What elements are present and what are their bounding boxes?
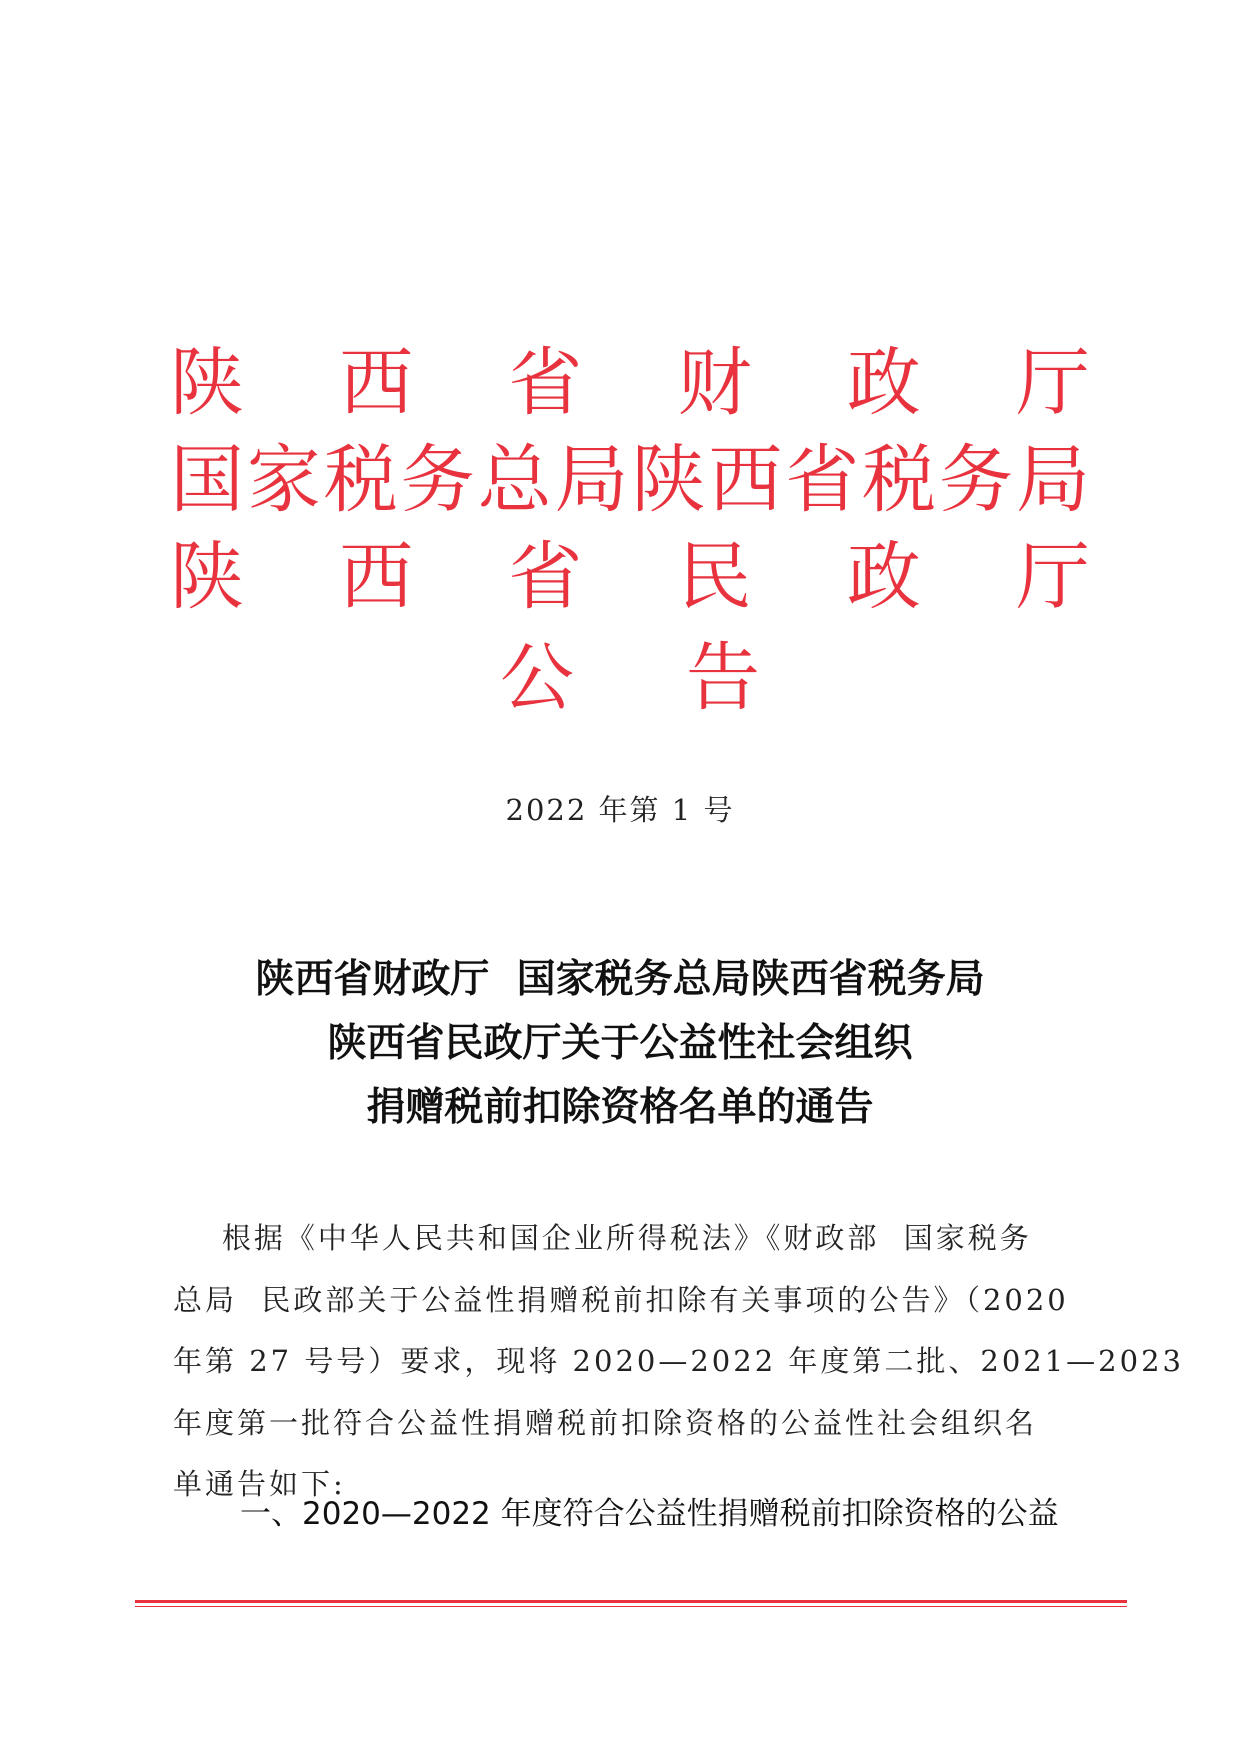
header-char: 省	[785, 437, 860, 523]
header-char: 政	[846, 534, 921, 620]
header-char: 总	[477, 437, 552, 523]
title-line: 陕西省财政厅 国家税务总局陕西省税务局	[255, 957, 985, 1002]
body-line: 年第 27 号号）要求，现将 2020—2022 年度第二批、2021—2023	[173, 1344, 1184, 1378]
issuer-header-finance	[170, 340, 1090, 426]
header-char: 公	[500, 635, 574, 721]
red-divider-thick	[135, 1600, 1127, 1603]
header-char: 局	[1015, 437, 1090, 523]
header-char: 政	[846, 340, 921, 426]
header-char: 陕	[170, 340, 244, 426]
header-char: 省	[508, 340, 583, 426]
issuer-header-tax	[170, 437, 1090, 523]
header-char: 家	[246, 437, 321, 523]
header-char: 务	[400, 437, 475, 523]
section-heading: 一、2020—2022 年度符合公益性捐赠税前扣除资格的公益	[240, 1496, 1059, 1532]
document-type-header	[500, 635, 760, 721]
document-number: 2022 年第 1 号	[505, 793, 735, 827]
header-char: 民	[677, 534, 752, 620]
header-char: 税	[862, 437, 937, 523]
body-line: 年度第一批符合公益性捐赠税前扣除资格的公益性社会组织名	[173, 1405, 1038, 1440]
header-char: 国	[170, 437, 244, 523]
header-char: 西	[708, 437, 783, 523]
header-char: 局	[554, 437, 629, 523]
title-line: 陕西省民政厅关于公益性社会组织	[327, 1021, 913, 1066]
body-paragraph	[173, 1208, 1184, 1516]
body-line: 根据《中华人民共和国企业所得税法》《财政部 国家税务	[173, 1221, 1032, 1255]
header-char: 财	[677, 340, 752, 426]
header-char: 陕	[170, 534, 244, 620]
header-char: 告	[686, 635, 760, 721]
document-title	[0, 948, 1240, 1140]
header-char: 务	[939, 437, 1014, 523]
header-char: 厅	[1015, 340, 1090, 426]
header-char: 税	[323, 437, 398, 523]
body-line: 总局 民政部关于公益性捐赠税前扣除有关事项的公告》（2020	[173, 1282, 1069, 1317]
issuer-header-civil-affairs	[170, 534, 1090, 620]
header-char: 陕	[631, 437, 706, 523]
header-char: 西	[339, 340, 414, 426]
title-line: 捐赠税前扣除资格名单的通告	[366, 1085, 874, 1130]
header-char: 省	[508, 534, 583, 620]
header-char: 西	[339, 534, 414, 620]
red-divider-thin	[135, 1606, 1127, 1607]
header-char: 厅	[1015, 534, 1090, 620]
body-line: 单通告如下:	[173, 1467, 346, 1501]
